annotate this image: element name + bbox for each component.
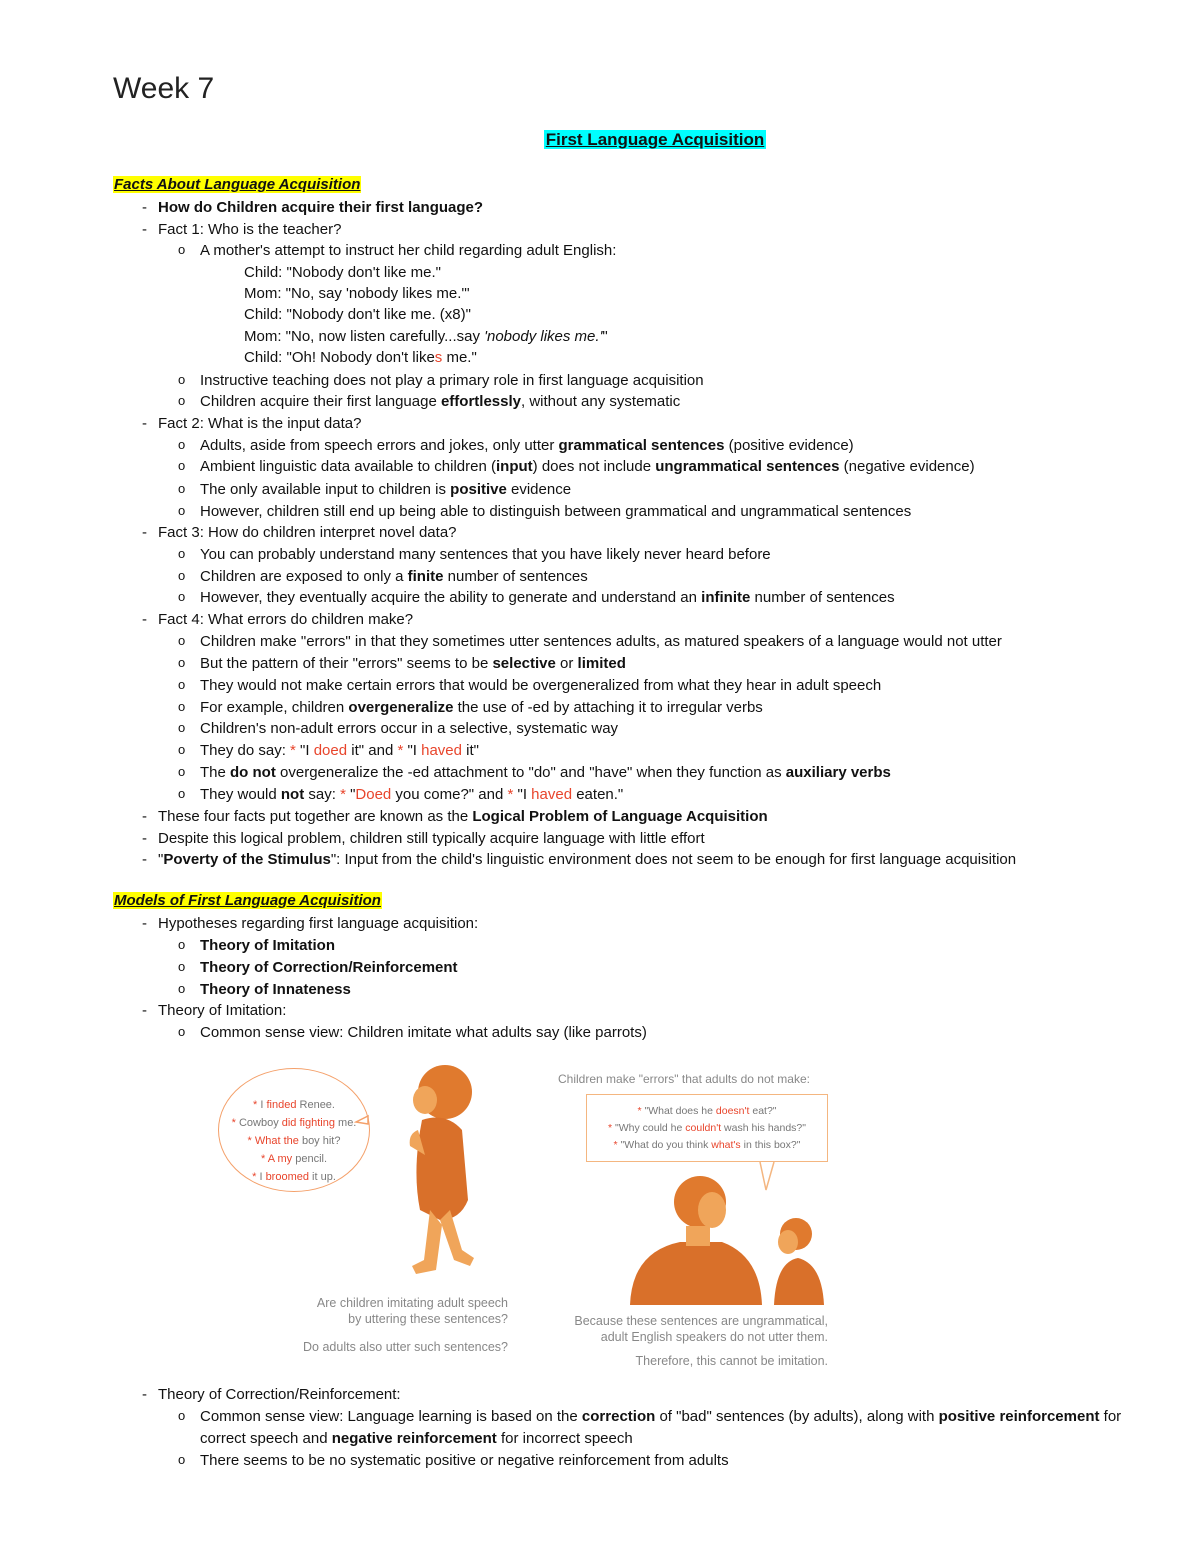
- document-title: First Language Acquisition: [545, 130, 765, 149]
- list-item: o Theory of Imitation: [200, 936, 335, 956]
- list-item-fact3: - Fact 3: How do children interpret novel data?: [158, 523, 457, 543]
- list-item: - How do Children acquire their first language?: [158, 198, 483, 218]
- speech-bubble-left: [218, 1068, 370, 1192]
- list-item: o Children acquire their first language effortlessly, without any systematic: [200, 392, 680, 412]
- section-heading-facts: Facts About Language Acquisition: [114, 176, 361, 193]
- list-item: o Ambient linguistic data available to children (input) does not include ungrammatical sentences (negative evidence): [200, 457, 975, 477]
- list-item-fact1: - Fact 1: Who is the teacher?: [158, 220, 341, 240]
- list-item: o They would not say: * "Doed you come?" and * "I haved eaten.": [200, 785, 623, 805]
- imitation-figure: [200, 1060, 840, 1380]
- list-item: - Theory of Imitation:: [158, 1001, 286, 1021]
- bubble-line: * "What does he doesn't eat?": [637, 1105, 777, 1117]
- bubble-line: * "What do you think what's in this box?": [613, 1139, 801, 1151]
- list-item: o However, they eventually acquire the ability to generate and understand an infinite number of sentences: [200, 588, 895, 608]
- list-item: o Common sense view: Children imitate what adults say (like parrots): [200, 1023, 647, 1043]
- right-caption-1: Because these sentences are ungrammatical,: [574, 1314, 828, 1328]
- week-heading: Week 7: [113, 72, 215, 105]
- right-caption-3: Therefore, this cannot be imitation.: [635, 1354, 828, 1368]
- list-item: o Instructive teaching does not play a primary role in first language acquisition: [200, 371, 704, 391]
- dialogue-line: Child: "Nobody don't like me. (x8)": [244, 306, 471, 323]
- list-item: o But the pattern of their "errors" seems to be selective or limited: [200, 654, 626, 674]
- bubble-line: * I finded Renee.: [253, 1099, 335, 1111]
- list-item: o Children make "errors" in that they sometimes utter sentences adults, as matured speakers of a language would not utter: [200, 632, 1002, 652]
- list-item: o There seems to be no systematic positive or negative reinforcement from adults: [200, 1451, 729, 1471]
- bubble-line: * What the boy hit?: [247, 1135, 341, 1147]
- list-item: o Children are exposed to only a finite number of sentences: [200, 567, 588, 587]
- list-item: o They would not make certain errors that would be overgeneralized from what they hear in adult speech: [200, 676, 881, 696]
- left-caption-3: Do adults also utter such sentences?: [303, 1340, 508, 1354]
- dialogue-line: Child: "Nobody don't like me.": [244, 264, 441, 281]
- right-caption-2: adult English speakers do not utter them.: [600, 1330, 828, 1344]
- list-item: o They do say: * "I doed it" and * "I haved it": [200, 741, 479, 761]
- list-item: o A mother's attempt to instruct her child regarding adult English:: [200, 241, 616, 261]
- list-item: - Theory of Correction/Reinforcement:: [158, 1385, 401, 1405]
- list-item: - Hypotheses regarding first language acquisition:: [158, 914, 478, 934]
- list-item-fact2: - Fact 2: What is the input data?: [158, 414, 361, 434]
- speech-bubble-right: [586, 1094, 828, 1162]
- list-item: o The do not overgeneralize the -ed attachment to "do" and "have" when they function as auxiliary verbs: [200, 763, 891, 783]
- father-son-illustration-icon: [610, 1160, 840, 1305]
- section-heading-models: Models of First Language Acquisition: [114, 892, 381, 909]
- list-item: o The only available input to children is positive evidence: [200, 480, 571, 500]
- bubble-line: * I broomed it up.: [252, 1171, 336, 1183]
- list-item: - These four facts put together are known as the Logical Problem of Language Acquisition: [158, 807, 768, 827]
- bubble-line: * A my pencil.: [260, 1153, 328, 1165]
- list-item: o For example, children overgeneralize the use of -ed by attaching it to irregular verbs: [200, 698, 763, 718]
- bubble-line: * "Why could he couldn't wash his hands?": [607, 1122, 807, 1134]
- list-item: o Theory of Innateness: [200, 980, 351, 1000]
- bubble-line: * Cowboy did fighting me.: [231, 1117, 357, 1129]
- list-item: o However, children still end up being able to distinguish between grammatical and ungrammatical sentences: [200, 502, 911, 522]
- right-figure-title: Children make "errors" that adults do not make:: [558, 1072, 810, 1086]
- list-item: o Children's non-adult errors occur in a selective, systematic way: [200, 719, 618, 739]
- left-caption-2: by uttering these sentences?: [348, 1312, 508, 1326]
- toddler-illustration-icon: [350, 1060, 520, 1280]
- left-caption-1: Are children imitating adult speech: [316, 1296, 508, 1310]
- list-item-fact4: - Fact 4: What errors do children make?: [158, 610, 413, 630]
- dialogue-line: Child: "Oh! Nobody don't likes me.": [244, 349, 477, 366]
- list-item: o Theory of Correction/Reinforcement: [200, 958, 458, 978]
- list-item: o You can probably understand many sentences that you have likely never heard before: [200, 545, 771, 565]
- list-item: - "Poverty of the Stimulus": Input from the child's linguistic environment does not seem to be enough for first language acquisition: [158, 850, 1016, 870]
- list-item: - Despite this logical problem, children still typically acquire language with little effort: [158, 829, 705, 849]
- list-item: o Common sense view: Language learning is based on the correction of "bad" sentences (by adults), along with positive reinforcement for: [200, 1407, 1121, 1427]
- list-item: o Adults, aside from speech errors and jokes, only utter grammatical sentences (positive evidence): [200, 436, 854, 456]
- dialogue-line: Mom: "No, now listen carefully...say 'nobody likes me.'": [244, 328, 608, 345]
- list-item-continuation: correct speech and negative reinforcement for incorrect speech: [200, 1430, 633, 1447]
- dialogue-line: Mom: "No, say 'nobody likes me.'": [244, 285, 470, 302]
